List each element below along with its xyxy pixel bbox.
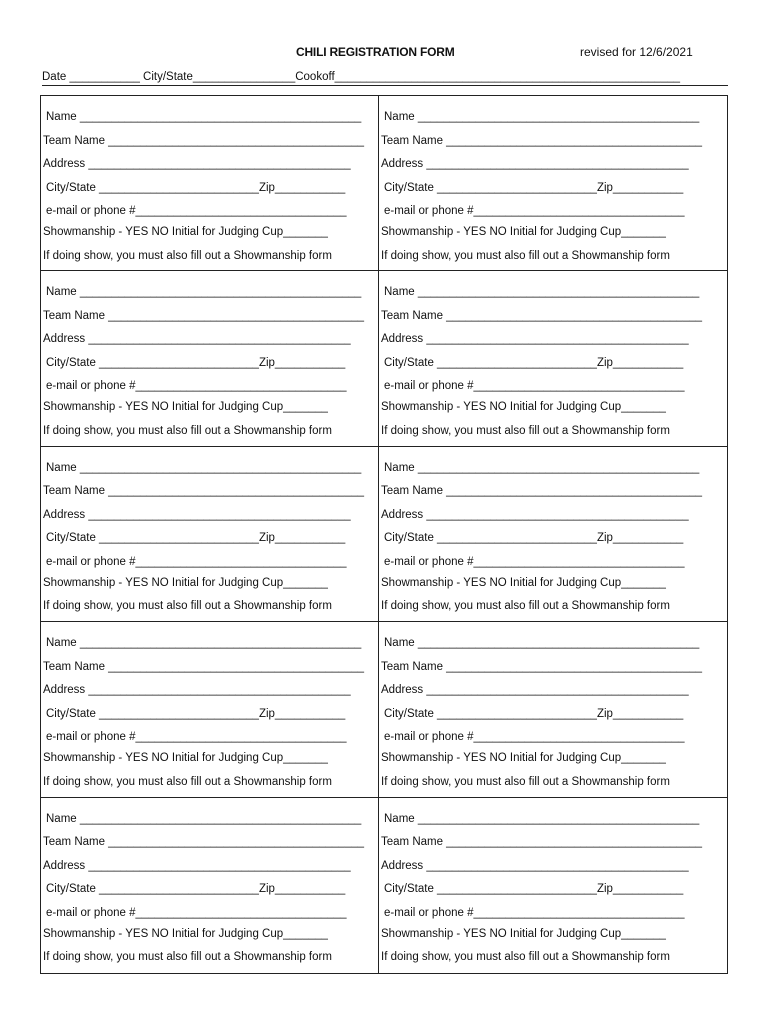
entry-card <box>379 622 727 797</box>
header-fields-line[interactable]: Date ___________ City/State________________Cookoff______________________________________________________ <box>42 70 728 86</box>
team-name-field[interactable]: Team Name ________________________________________ <box>381 485 703 498</box>
name-field[interactable]: Name ____________________________________________ <box>46 461 362 474</box>
city-state-zip-field[interactable]: City/State _________________________Zip___________ <box>384 883 684 896</box>
showmanship-note: If doing show, you must also fill out a Showmanship form <box>43 951 332 964</box>
name-field[interactable]: Name ____________________________________________ <box>384 111 700 123</box>
email-phone-field[interactable]: e-mail or phone #_________________________________ <box>384 205 685 217</box>
entry-card <box>41 447 379 622</box>
city-state-zip-field[interactable]: City/State _________________________Zip___________ <box>46 181 346 194</box>
entry-card <box>41 622 379 797</box>
showmanship-note: If doing show, you must also fill out a Showmanship form <box>43 249 332 262</box>
city-state-zip-field[interactable]: City/State _________________________Zip___________ <box>384 707 684 720</box>
email-phone-field[interactable]: e-mail or phone #_________________________________ <box>46 555 347 568</box>
form-title: CHILI REGISTRATION FORM <box>296 45 455 59</box>
team-name-field[interactable]: Team Name ________________________________________ <box>43 836 365 849</box>
city-state-zip-field[interactable]: City/State _________________________Zip___________ <box>46 707 346 720</box>
showmanship-field[interactable]: Showmanship - YES NO Initial for Judging Cup_______ <box>43 401 328 414</box>
address-field[interactable]: Address _________________________________________ <box>43 859 351 872</box>
name-field[interactable]: Name ____________________________________________ <box>46 812 362 825</box>
address-field[interactable]: Address _________________________________________ <box>381 859 689 872</box>
entry-card <box>379 447 727 622</box>
email-phone-field[interactable]: e-mail or phone #_________________________________ <box>384 731 685 744</box>
team-name-field[interactable]: Team Name ________________________________________ <box>381 660 703 673</box>
entry-card <box>379 798 727 973</box>
city-state-zip-field[interactable]: City/State _________________________Zip___________ <box>46 356 346 369</box>
name-field[interactable]: Name ____________________________________________ <box>384 461 700 474</box>
showmanship-field[interactable]: Showmanship - YES NO Initial for Judging Cup_______ <box>43 576 328 589</box>
email-phone-field[interactable]: e-mail or phone #_________________________________ <box>384 555 685 568</box>
showmanship-note: If doing show, you must also fill out a Showmanship form <box>43 424 332 437</box>
showmanship-note: If doing show, you must also fill out a Showmanship form <box>381 424 670 437</box>
name-field[interactable]: Name ____________________________________________ <box>384 637 700 650</box>
showmanship-field[interactable]: Showmanship - YES NO Initial for Judging Cup_______ <box>381 927 666 940</box>
address-field[interactable]: Address _________________________________________ <box>381 158 689 170</box>
showmanship-note: If doing show, you must also fill out a Showmanship form <box>43 600 332 613</box>
address-field[interactable]: Address _________________________________________ <box>381 508 689 521</box>
name-field[interactable]: Name ____________________________________________ <box>384 812 700 825</box>
entry-card <box>41 96 379 271</box>
entry-card <box>41 798 379 973</box>
email-phone-field[interactable]: e-mail or phone #_________________________________ <box>46 380 347 393</box>
name-field[interactable]: Name ____________________________________________ <box>46 286 362 299</box>
city-state-zip-field[interactable]: City/State _________________________Zip___________ <box>384 356 684 369</box>
showmanship-field[interactable]: Showmanship - YES NO Initial for Judging Cup_______ <box>43 927 328 940</box>
city-state-zip-field[interactable]: City/State _________________________Zip___________ <box>384 532 684 545</box>
city-state-zip-field[interactable]: City/State _________________________Zip___________ <box>46 883 346 896</box>
team-name-field[interactable]: Team Name ________________________________________ <box>43 660 365 673</box>
showmanship-field[interactable]: Showmanship - YES NO Initial for Judging Cup_______ <box>381 226 666 238</box>
address-field[interactable]: Address _________________________________________ <box>43 684 351 697</box>
email-phone-field[interactable]: e-mail or phone #_________________________________ <box>46 906 347 919</box>
name-field[interactable]: Name ____________________________________________ <box>46 111 362 123</box>
showmanship-field[interactable]: Showmanship - YES NO Initial for Judging Cup_______ <box>43 752 328 765</box>
team-name-field[interactable]: Team Name ________________________________________ <box>43 134 365 147</box>
email-phone-field[interactable]: e-mail or phone #_________________________________ <box>384 906 685 919</box>
team-name-field[interactable]: Team Name ________________________________________ <box>43 485 365 498</box>
showmanship-note: If doing show, you must also fill out a Showmanship form <box>381 951 670 964</box>
showmanship-note: If doing show, you must also fill out a Showmanship form <box>381 249 670 262</box>
entry-card <box>379 271 727 446</box>
showmanship-field[interactable]: Showmanship - YES NO Initial for Judging Cup_______ <box>381 752 666 765</box>
team-name-field[interactable]: Team Name ________________________________________ <box>43 309 365 322</box>
email-phone-field[interactable]: e-mail or phone #_________________________________ <box>46 205 347 217</box>
email-phone-field[interactable]: e-mail or phone #_________________________________ <box>384 380 685 393</box>
showmanship-field[interactable]: Showmanship - YES NO Initial for Judging Cup_______ <box>43 226 328 238</box>
name-field[interactable]: Name ____________________________________________ <box>384 286 700 299</box>
team-name-field[interactable]: Team Name ________________________________________ <box>381 836 703 849</box>
address-field[interactable]: Address _________________________________________ <box>381 333 689 346</box>
address-field[interactable]: Address _________________________________________ <box>43 333 351 346</box>
showmanship-note: If doing show, you must also fill out a Showmanship form <box>381 775 670 788</box>
address-field[interactable]: Address _________________________________________ <box>381 684 689 697</box>
showmanship-note: If doing show, you must also fill out a Showmanship form <box>381 600 670 613</box>
entry-grid <box>40 95 728 974</box>
entry-card <box>41 271 379 446</box>
name-field[interactable]: Name ____________________________________________ <box>46 637 362 650</box>
city-state-zip-field[interactable]: City/State _________________________Zip___________ <box>46 532 346 545</box>
address-field[interactable]: Address _________________________________________ <box>43 508 351 521</box>
team-name-field[interactable]: Team Name ________________________________________ <box>381 309 703 322</box>
city-state-zip-field[interactable]: City/State _________________________Zip___________ <box>384 181 684 194</box>
team-name-field[interactable]: Team Name ________________________________________ <box>381 134 703 147</box>
address-field[interactable]: Address _________________________________________ <box>43 158 351 170</box>
email-phone-field[interactable]: e-mail or phone #_________________________________ <box>46 731 347 744</box>
showmanship-note: If doing show, you must also fill out a Showmanship form <box>43 775 332 788</box>
revised-date: revised for 12/6/2021 <box>580 45 693 59</box>
entry-card <box>379 96 727 271</box>
showmanship-field[interactable]: Showmanship - YES NO Initial for Judging Cup_______ <box>381 576 666 589</box>
showmanship-field[interactable]: Showmanship - YES NO Initial for Judging Cup_______ <box>381 401 666 414</box>
